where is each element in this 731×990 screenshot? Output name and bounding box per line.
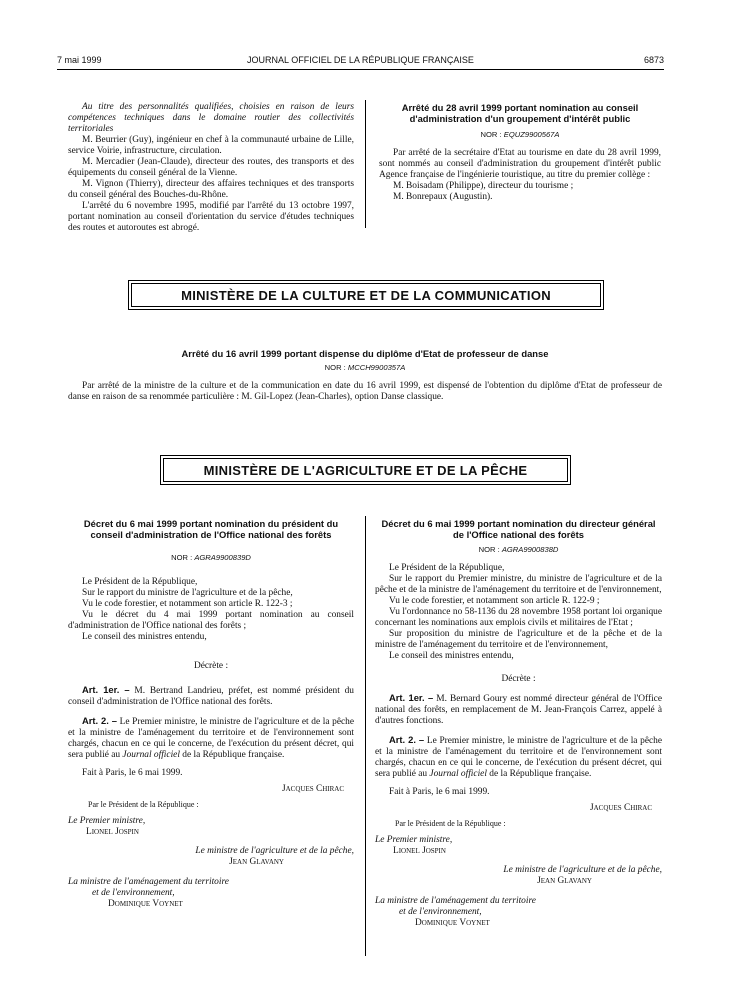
visa-president-r: Le Président de la République, [389,563,505,573]
signatory-president: Jacques Chirac [281,784,344,794]
ministry-culture-banner [128,280,604,310]
column-divider-top [365,100,366,228]
culture-section [68,348,662,403]
environment-minister-role-1-r: La ministre de l'aménagement du territoire [375,896,536,906]
article-1-r: Art. 1er. – M. Bernard Goury est nommé directeur général de l'Office national des forêts, en remplacement de M. Jean-François Carrez, appelé à d'autres fonctions. [375,692,662,726]
article-1: Art. 1er. – M. Bertrand Landrieu, préfet, est nommé président du conseil d'administration de l'Office national des forêts. [68,684,354,707]
agriculture-minister-role-r: Le ministre de l'agriculture et de la pêche, [503,865,662,875]
visa-rapport-r: Sur le rapport du Premier ministre, du ministre de l'agriculture et de la pêche et de la ministre de l'aménagement du territoire et de l'environnement, [375,574,662,595]
visa-code: Vu le code forestier, et notamment son article R. 122-3 ; [82,599,293,609]
fait-a-paris-r: Fait à Paris, le 6 mai 1999. [389,787,490,797]
environment-minister-role-2: et de l'environnement, [92,888,175,898]
top-left-column [68,102,354,234]
visa-president: Le Président de la République, [82,577,198,587]
signatory-president-r: Jacques Chirac [589,803,652,813]
column-divider-bottom [365,516,366,956]
ministry-agriculture-banner [160,455,571,485]
header-date: 7 mai 1999 [57,55,102,65]
visa-code-r: Vu le code forestier, et notamment son article R. 122-9 ; [389,596,600,606]
page-header [57,55,664,69]
agriculture-minister-role: Le ministre de l'agriculture et de la pêche, [195,846,354,856]
ministry-culture-title: MINISTÈRE DE LA CULTURE ET DE LA COMMUNICATION [131,283,601,307]
arrete-16-avril-title: Arrêté du 16 avril 1999 portant dispense du diplôme d'Etat de professeur de danse [181,348,549,359]
member-mercadier: M. Mercadier (Jean-Claude), directeur des routes, des transports et des équipements du conseil général de la Vienne. [68,157,354,178]
environment-minister-name-r: Dominique Voynet [415,918,490,928]
decret-president-nor: NOR : AGRA9900839D [171,553,251,562]
arrete-28-avril-nor: NOR : EQUZ9900567A [480,130,560,139]
prime-minister-name: Lionel Jospin [86,827,139,837]
visa-decret: Vu le décret du 4 mai 1999 portant nomination au conseil d'administration de l'Office national des forêts ; [68,610,354,631]
header-journal-title: JOURNAL OFFICIEL DE LA RÉPUBLIQUE FRANÇAISE [247,55,474,65]
environment-minister-role-2-r: et de l'environnement, [399,907,482,917]
top-right-column [379,102,661,203]
prime-minister-role: Le Premier ministre, [68,816,146,826]
visa-conseil-r: Le conseil des ministres entendu, [389,651,514,661]
prime-minister-role-r: Le Premier ministre, [375,835,453,845]
environment-minister-role-1: La ministre de l'aménagement du territoire [68,877,229,887]
header-page-number: 6873 [643,55,664,65]
decret-directeur-nor: NOR : AGRA9900838D [478,545,559,554]
arrete-16-avril-nor: NOR : MCCH9900357A [324,363,406,372]
article-2: Art. 2. – Le Premier ministre, le ministre de l'agriculture et de la pêche et la ministre de l'aménagement du territoire et de l'environnement sont chargés, chacun en ce qui le concerne, de l'exécution du présent décret, qui sera publié au Journal officiel de la République française. [68,715,355,760]
decret-directeur-title: Décret du 6 mai 1999 portant nomination du directeur général de l'Office national des forêts [381,518,656,540]
decrete-heading-r: Décrète : [501,674,536,684]
visa-ordonnance-r: Vu l'ordonnance no 58-1136 du 28 novembre 1958 portant loi organique concernant les nominations aux emplois civils et militaires de l'Etat ; [375,607,662,628]
member-vignon: M. Vignon (Thierry), directeur des affaires techniques et des transports du conseil général des Bouches-du-Rhône. [68,179,354,200]
header-rule [57,69,664,70]
arrete-28-avril-title: Arrêté du 28 avril 1999 portant nomination au conseil d'administration d'un groupement d'intérêt public [401,102,639,124]
member-beurrier: M. Beurrier (Guy), ingénieur en chef à la communauté urbaine de Lille, service Voirie, infrastructure, circulation. [68,135,354,156]
environment-minister-name: Dominique Voynet [108,899,183,909]
visa-conseil: Le conseil des ministres entendu, [82,632,207,642]
par-le-president-r: Par le Président de la République : [395,819,506,828]
decrete-heading: Décrète : [193,661,229,671]
nominee-bonrepaux: M. Bonrepaux (Augustin). [393,192,493,202]
fait-a-paris: Fait à Paris, le 6 mai 1999. [82,768,183,778]
visa-rapport: Sur le rapport du ministre de l'agriculture et de la pêche, [82,588,293,598]
ministry-agriculture-title: MINISTÈRE DE L'AGRICULTURE ET DE LA PÊCHE [163,458,568,482]
visa-proposition-r: Sur proposition du ministre de l'agriculture et de la pêche et de la ministre de l'aménagement du territoire et de l'environnement, [375,629,662,650]
par-le-president: Par le Président de la République : [88,800,199,809]
article-2-r: Art. 2. – Le Premier ministre, le ministre de l'agriculture et de la pêche et la ministre de l'aménagement du territoire et de l'environnement sont chargés, chacun en ce qui le concerne, de l'exécution du présent décret, qui sera publié au Journal officiel de la République française. [375,734,663,779]
agriculture-minister-name: Jean Glavany [229,857,284,867]
decret-directeur-column [375,518,662,929]
nominee-boisadam: M. Boisadam (Philippe), directeur du tourisme ; [393,181,574,191]
abrogation-paragraph: L'arrêté du 6 novembre 1995, modifié par l'arrêté du 13 octobre 1997, portant nomination au conseil d'orientation du service d'études techniques des routes et autoroutes est abrogé. [68,201,354,233]
arrete-28-avril-body: Par arrêté de la secrétaire d'Etat au tourisme en date du 28 avril 1999, sont nommés au conseil d'administration du groupement d'intérêt public Agence française de l'ingénierie touristique, au titre du premier collège : [379,148,661,180]
arrete-16-avril-body: Par arrêté de la ministre de la culture et de la communication en date du 16 avril 1999, est dispensé de l'obtention du diplôme d'Etat de professeur de danse en raison de sa renommée particulière : M. Gil-Lopez (Jean-Charles), option Danse classique. [68,381,662,402]
decret-president-column [68,518,354,910]
prime-minister-name-r: Lionel Jospin [393,846,446,856]
decret-president-title: Décret du 6 mai 1999 portant nomination du président du conseil d'administration de l'Office national des forêts [83,518,339,540]
qualified-personalities-intro: Au titre des personnalités qualifiées, choisies en raison de leurs compétences techniques dans le domaine routier des collectivités territoriales [68,102,354,134]
agriculture-minister-name-r: Jean Glavany [537,876,592,886]
